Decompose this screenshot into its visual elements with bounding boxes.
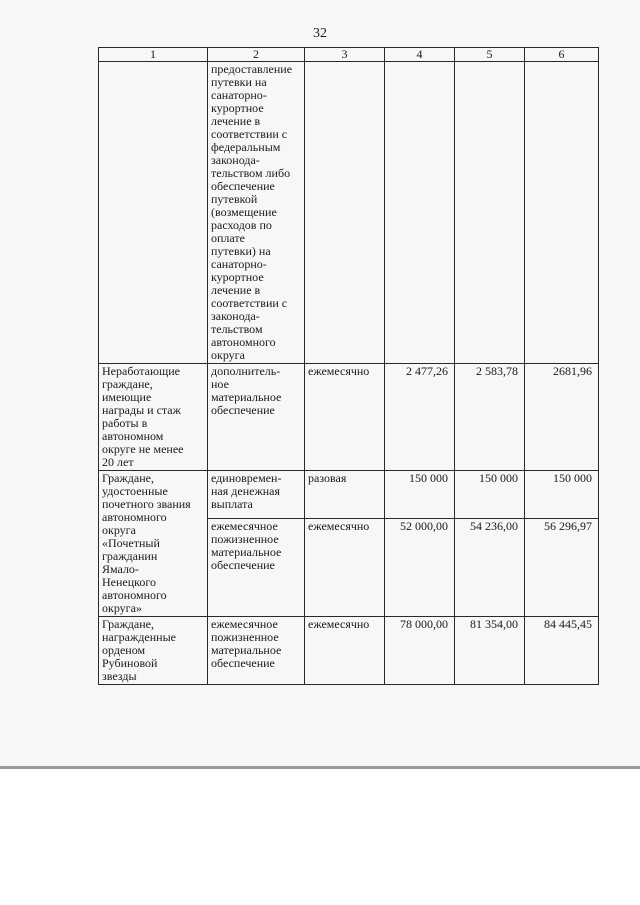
value-cell: 52 000,00 — [385, 519, 455, 617]
value-cell: 2 583,78 — [455, 364, 525, 471]
table-row — [99, 471, 599, 519]
value-cell: 2 477,26 — [385, 364, 455, 471]
value-cell: 56 296,97 — [525, 519, 599, 617]
payment-type-cell: дополнитель- ное материальное обеспечение — [208, 364, 305, 471]
value-cell: 150 000 — [455, 471, 525, 519]
frequency-cell: ежемесячно — [305, 364, 385, 471]
frequency-cell: ежемесячно — [305, 617, 385, 685]
category-cell: Неработающие граждане, имеющие награды и стаж работы в автономном округе не менее 20 лет — [99, 364, 208, 471]
payment-type-cell: единовремен- ная денежная выплата — [208, 471, 305, 519]
value-cell: 81 354,00 — [455, 617, 525, 685]
frequency-cell — [305, 62, 385, 364]
column-header: 6 — [525, 48, 599, 62]
value-cell: 150 000 — [525, 471, 599, 519]
value-cell — [385, 62, 455, 364]
category-cell: Граждане, награжденные орденом Рубиновой звезды — [99, 617, 208, 685]
value-cell — [455, 62, 525, 364]
table-row — [99, 364, 599, 471]
table-row-continuation — [99, 62, 599, 364]
value-cell: 150 000 — [385, 471, 455, 519]
column-header: 4 — [385, 48, 455, 62]
payment-type-cell: предоставление путевки на санаторно- курортное лечение в соответствии с федеральным законода- тельством либо обеспечение путевкой (возмещение расходов по оплате путевки) на санаторно- курортное лечение в соответствии с законода- тельством автономного округа — [208, 62, 305, 364]
value-cell: 78 000,00 — [385, 617, 455, 685]
frequency-cell: ежемесячно — [305, 519, 385, 617]
value-cell: 54 236,00 — [455, 519, 525, 617]
value-cell — [525, 62, 599, 364]
payment-type-cell: ежемесячное пожизненное материальное обеспечение — [208, 617, 305, 685]
column-header: 3 — [305, 48, 385, 62]
benefits-table — [98, 47, 599, 685]
category-cell: Граждане, удостоенные почетного звания автономного округа «Почетный гражданин Ямало- Ненецкого автономного округа» — [99, 471, 208, 617]
payment-type-cell: ежемесячное пожизненное материальное обеспечение — [208, 519, 305, 617]
column-header: 2 — [208, 48, 305, 62]
category-cell — [99, 62, 208, 364]
frequency-cell: разовая — [305, 471, 385, 519]
table-row — [99, 617, 599, 685]
column-header: 5 — [455, 48, 525, 62]
table-header-row — [99, 48, 599, 62]
page-number: 32 — [313, 26, 327, 41]
column-header: 1 — [99, 48, 208, 62]
value-cell: 2681,96 — [525, 364, 599, 471]
value-cell: 84 445,45 — [525, 617, 599, 685]
